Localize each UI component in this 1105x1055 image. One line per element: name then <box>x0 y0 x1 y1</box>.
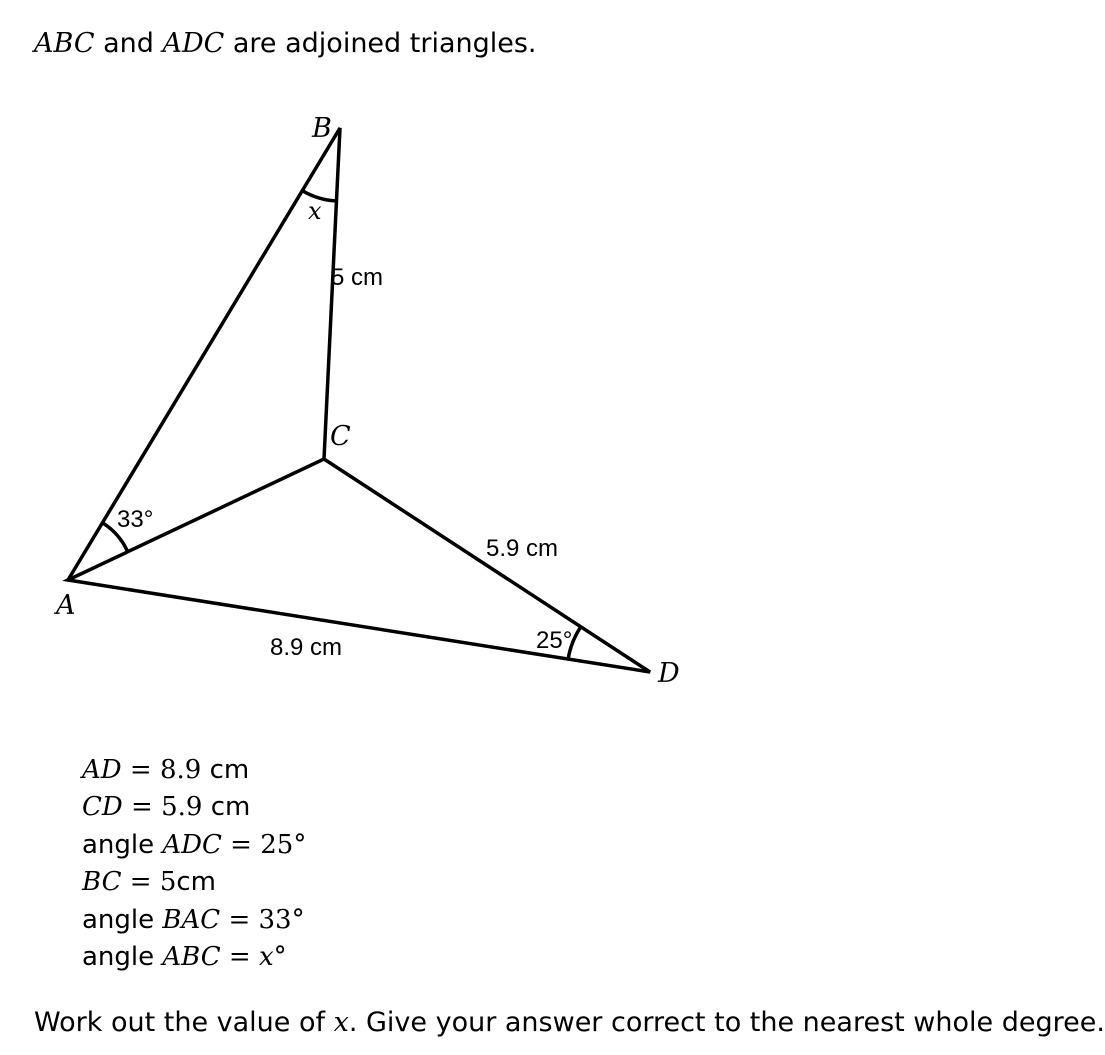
given-ad-value: 8.9 <box>159 755 202 785</box>
given-bc-value: 5 <box>159 867 177 898</box>
length-label-bc: 5 cm <box>331 264 384 291</box>
given-angle-bac: angle BAC = 33° <box>82 904 305 935</box>
intro-tail: are adjoined triangles. <box>224 28 537 59</box>
given-angle-abc: angle ABC = x° <box>82 941 287 972</box>
angle-label-x: x <box>308 197 322 225</box>
length-label-cd: 5.9 cm <box>486 535 559 562</box>
given-ad-lhs: AD <box>82 755 122 785</box>
vertex-label-a: A <box>56 590 76 621</box>
question-part-1: Work out the value of <box>34 1007 334 1038</box>
question-text <box>34 1002 1105 1044</box>
given-angle-abc-value: x° <box>259 941 287 972</box>
question-part-2: . Give your answer correct to the nearest whole degree. <box>348 1007 1105 1038</box>
length-label-ad: 8.9 cm <box>270 634 343 661</box>
given-cd: CD = 5.9 cm <box>82 792 251 823</box>
triangle-abc-name: ABC <box>34 28 95 59</box>
vertex-label-b: B <box>312 113 332 144</box>
triangle-adc-name: ADC <box>162 28 225 59</box>
given-angle-bac-value: 33° <box>258 904 305 935</box>
given-angle-bac-lhs: BAC <box>162 904 221 935</box>
given-cd-value: 5.9 <box>161 792 203 823</box>
intro-connector: and <box>94 28 163 59</box>
given-angle-adc-value: 25° <box>260 829 307 860</box>
vertex-label-c: C <box>330 421 351 452</box>
given-ad: AD = 8.9 cm <box>82 755 250 785</box>
given-cd-lhs: CD <box>82 792 123 823</box>
given-bc-lhs: BC <box>82 867 122 898</box>
vertex-label-d: D <box>658 658 680 689</box>
given-angle-abc-lhs: ABC <box>162 941 221 972</box>
question-variable: x <box>333 1007 349 1038</box>
outline-abc-side-bc <box>68 128 340 580</box>
given-facts-list <box>82 752 306 976</box>
angle-label-adc: 25° <box>536 627 573 654</box>
given-bc: BC = 5cm <box>82 867 216 898</box>
angle-label-bac: 33° <box>117 506 154 533</box>
given-angle-adc: angle ADC = 25° <box>82 829 307 860</box>
given-angle-adc-lhs: ADC <box>162 829 222 860</box>
